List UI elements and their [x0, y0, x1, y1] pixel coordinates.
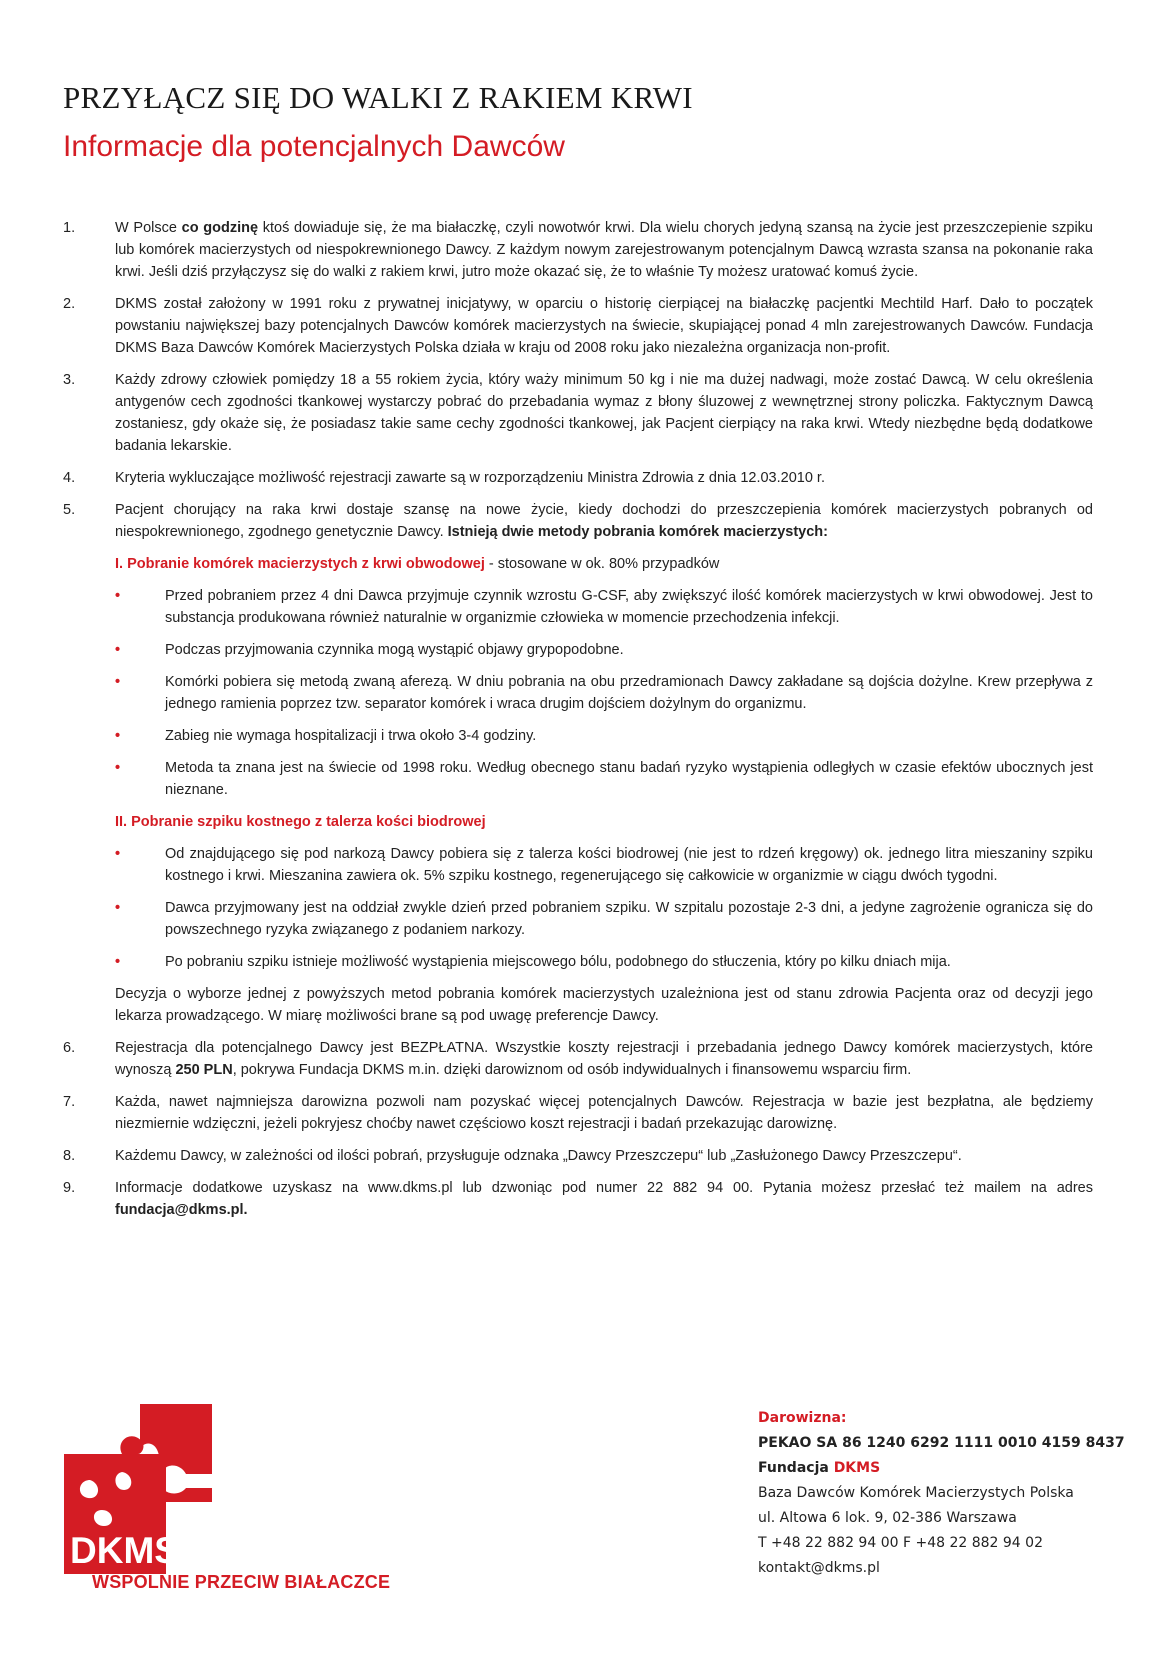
item-text: DKMS został założony w 1991 roku z prywatnej inicjatywy, w oparciu o historię cierpiącej na białaczkę pacjentki Mechtild Harf. Dało to początek powstaniu największej bazy potencjalnych Dawców komórek macierzystych na świecie, skupiającej ponad 4 mln zarejestrowanych Dawców. Fundacja DKMS Baza Dawców Komórek Macierzystych Polska działa w kraju od 2008 roku jako niezależna organizacja non-profit. — [115, 296, 1093, 356]
bullet-text: Po pobraniu szpiku istnieje możliwość wystąpienia miejscowego bólu, podobnego do stłuczenia, który po kilku dniach mija. — [165, 954, 951, 970]
list-item-2 — [63, 293, 1093, 359]
item-number: 7. — [63, 1094, 76, 1110]
item-number: 4. — [63, 470, 76, 486]
bullet-icon: • — [115, 760, 121, 776]
bullet-icon: • — [115, 588, 121, 604]
bullet-icon: • — [115, 674, 121, 690]
item-text-part: W Polsce — [115, 220, 182, 236]
item-text-part: Pacjent chorujący na raka krwi dostaje szansę na nowe życie, kiedy dochodzi do przeszczepienia komórek macierzystych pobranych od niespokrewnionego, zgodnego genetycznie Dawcy. — [115, 502, 1093, 540]
item-text: Każdy zdrowy człowiek pomiędzy 18 a 55 rokiem życia, który waży minimum 50 kg i nie ma dużej nadwagi, może zostać Dawcą. W celu określenia antygenów cech zgodności tkankowej wystarczy pobrać do przebadania wymaz z błony śluzowej z wewnętrznej strony policzka. Faktycznym Dawcą zostaniesz, gdy okaże się, że posiadasz takie same cechy zgodności tkankowej, jak Pacjent cierpiący na raka krwi. Wtedy niezbędne będą dodatkowe badania lekarskie. — [115, 372, 1093, 454]
bullet-text: Metoda ta znana jest na świecie od 1998 roku. Według obecnego stanu badań ryzyko wystąpienia odległych w czasie efektów ubocznych jest nieznane. — [165, 760, 1093, 798]
item-text-part: Informacje dodatkowe uzyskasz na www.dkms.pl lub dzwoniąc pod numer 22 882 94 00. Pytania możesz przesłać też mailem na adres — [115, 1180, 1093, 1196]
item-emphasis: 250 PLN — [175, 1062, 233, 1078]
item-emphasis: co godzinę — [181, 220, 259, 236]
item-text: Kryteria wykluczające możliwość rejestracji zawarte są w rozporządzeniu Ministra Zdrowia z dnia 12.03.2010 r. — [115, 470, 825, 486]
item-number: 9. — [63, 1180, 76, 1196]
item-emphasis: Istnieją dwie metody pobrania komórek macierzystych: — [447, 524, 828, 540]
method-heading-text: I. Pobranie komórek macierzystych z krwi obwodowej — [115, 556, 485, 572]
page-subtitle: Informacje dla potencjalnych Dawców — [63, 130, 565, 163]
bullet-text: Od znajdującego się pod narkozą Dawcy pobiera się z talerza kości biodrowej (nie jest to rdzeń kręgowy) ok. jednego litra mieszaniny szpiku kostnego i krwi. Mieszanina zawiera ok. 5% szpiku kostnego, regenerującego się całkowicie w organizmie w ciągu dwóch tygodni. — [165, 846, 1093, 884]
bullet-text: Przed pobraniem przez 4 dni Dawca przyjmuje czynnik wzrostu G-CSF, aby zwiększyć ilość komórek macierzystych w krwi obwodowej. Jest to substancja produkowana również naturalnie w organizmie człowieka w momencie przechodzenia infekcji. — [165, 588, 1093, 626]
info-list — [63, 217, 1093, 1231]
org-email-link[interactable]: kontakt@dkms.pl — [758, 1560, 880, 1576]
bullet-item — [115, 843, 1093, 887]
bullet-icon: • — [115, 642, 121, 658]
item-text: Każda, nawet najmniejsza darowizna pozwoli nam pozyskać więcej potencjalnych Dawców. Rejestracja w bazie jest bezpłatna, ale będziemy niezmiernie wdzięczni, jeżeli pokryjesz choćby nawet częściowo koszt rejestracji i badań przekazując darowiznę. — [115, 1094, 1093, 1132]
item-text — [115, 499, 1093, 543]
bullet-icon: • — [115, 846, 121, 862]
item-text-part: ktoś dowiaduje się, że ma białaczkę, czyli nowotwór krwi. Dla wielu chorych jedyną szansą na życie jest przeszczepienie szpiku lub komórek macierzystych od niespokrewnionego Dawcy. Z każdym nowym zarejestrowanym potencjalnym Dawcą wzrasta szansa na pokonanie raka krwi. Jeśli dziś przyłączysz się do walki z rakiem krwi, jutro może okazać się, że to właśnie Ty możesz uratować komuś życie. — [115, 220, 1093, 280]
bullet-item — [115, 897, 1093, 941]
bullet-item — [115, 725, 1093, 747]
org-phone-fax: T +48 22 882 94 00 F +48 22 882 94 02 — [758, 1535, 1043, 1551]
page-title: PRZYŁĄCZ SIĘ DO WALKI Z RAKIEM KRWI — [63, 80, 693, 115]
bullet-item — [115, 585, 1093, 629]
puzzle-icon — [64, 1404, 212, 1574]
bullet-item — [115, 639, 1093, 661]
item-text-part: , pokrywa Fundacja DKMS m.in. dzięki darowiznom od osób indywidualnych i finansowemu wsparciu firm. — [232, 1062, 912, 1078]
bank-account: PEKAO SA 86 1240 6292 1111 0010 4159 8437 — [758, 1435, 1125, 1451]
item-text — [115, 1037, 1093, 1081]
bullet-item — [115, 671, 1093, 715]
list-item-3 — [63, 369, 1093, 457]
methods-closing-note: Decyzja o wyborze jednej z powyższych metod pobrania komórek macierzystych uzależniona jest od stanu zdrowia Pacjenta oraz od decyzji jego lekarza prowadzącego. W miarę możliwości brane są pod uwagę preferencje Dawcy. — [115, 986, 1093, 1024]
bullet-text: Podczas przyjmowania czynnika mogą wystąpić objawy grypopodobne. — [165, 642, 624, 658]
org-address: ul. Altowa 6 lok. 9, 02-386 Warszawa — [758, 1510, 1017, 1526]
logo-wordmark: DKMS — [70, 1530, 179, 1571]
bullet-icon: • — [115, 900, 121, 916]
method-2-heading: II. Pobranie szpiku kostnego z talerza kości biodrowej — [115, 814, 486, 830]
bullet-icon: • — [115, 728, 121, 744]
list-item-4 — [63, 467, 1093, 489]
donation-label: Darowizna: — [758, 1410, 847, 1426]
bullet-item — [115, 951, 1093, 973]
dkms-logo — [62, 1398, 422, 1598]
list-item-1 — [63, 217, 1093, 283]
item-number: 2. — [63, 296, 76, 312]
item-email-link[interactable]: fundacja@dkms.pl. — [115, 1202, 248, 1218]
org-name-prefix: Fundacja — [758, 1460, 834, 1476]
list-item-6 — [63, 1037, 1093, 1081]
bullet-icon: • — [115, 954, 121, 970]
logo-tagline: WSPÓLNIE PRZECIW BIAŁACZCE — [92, 1572, 391, 1592]
item-number: 5. — [63, 502, 76, 518]
item-number: 1. — [63, 220, 76, 236]
org-full-name: Baza Dawców Komórek Macierzystych Polska — [758, 1485, 1074, 1501]
donation-contact-block — [758, 1406, 1125, 1581]
item-number: 8. — [63, 1148, 76, 1164]
list-item-5 — [63, 499, 1093, 1027]
org-brand: DKMS — [833, 1460, 881, 1476]
bullet-text: Zabieg nie wymaga hospitalizacji i trwa około 3-4 godziny. — [165, 728, 537, 744]
item-text-part: Rejestracja dla potencjalnego Dawcy jest BEZPŁATNA. Wszystkie koszty rejestracji i przebadania jednego Dawcy komórek macierzystych, które wynoszą — [115, 1040, 1093, 1078]
bullet-item — [115, 757, 1093, 801]
item-text — [115, 217, 1093, 283]
method-heading-note: - stosowane w ok. 80% przypadków — [484, 556, 720, 572]
list-item-7 — [63, 1091, 1093, 1135]
bullet-text: Dawca przyjmowany jest na oddział zwykle dzień przed pobraniem szpiku. W szpitalu pozostaje 2-3 dni, a jedyne zagrożenie ogranicza się do powszechnego ryzyka związanego z podaniem narkozy. — [165, 900, 1093, 938]
item-text: Każdemu Dawcy, w zależności od ilości pobrań, przysługuje odznaka „Dawcy Przeszczepu“ lub „Zasłużonego Dawcy Przeszczepu“. — [115, 1148, 962, 1164]
item-number: 3. — [63, 372, 76, 388]
bullet-text: Komórki pobiera się metodą zwaną aferezą. W dniu pobrania na obu przedramionach Dawcy zakładane są dojścia dożylne. Krew przepływa z jednego ramienia poprzez tzw. separator komórek i wraca drugim dojściem dożylnym do organizmu. — [165, 674, 1093, 712]
item-number: 6. — [63, 1040, 76, 1056]
list-item-9 — [63, 1177, 1093, 1221]
list-item-8 — [63, 1145, 1093, 1167]
item-text — [115, 1177, 1093, 1221]
method-1-heading — [115, 553, 1093, 575]
org-name — [758, 1456, 1118, 1481]
